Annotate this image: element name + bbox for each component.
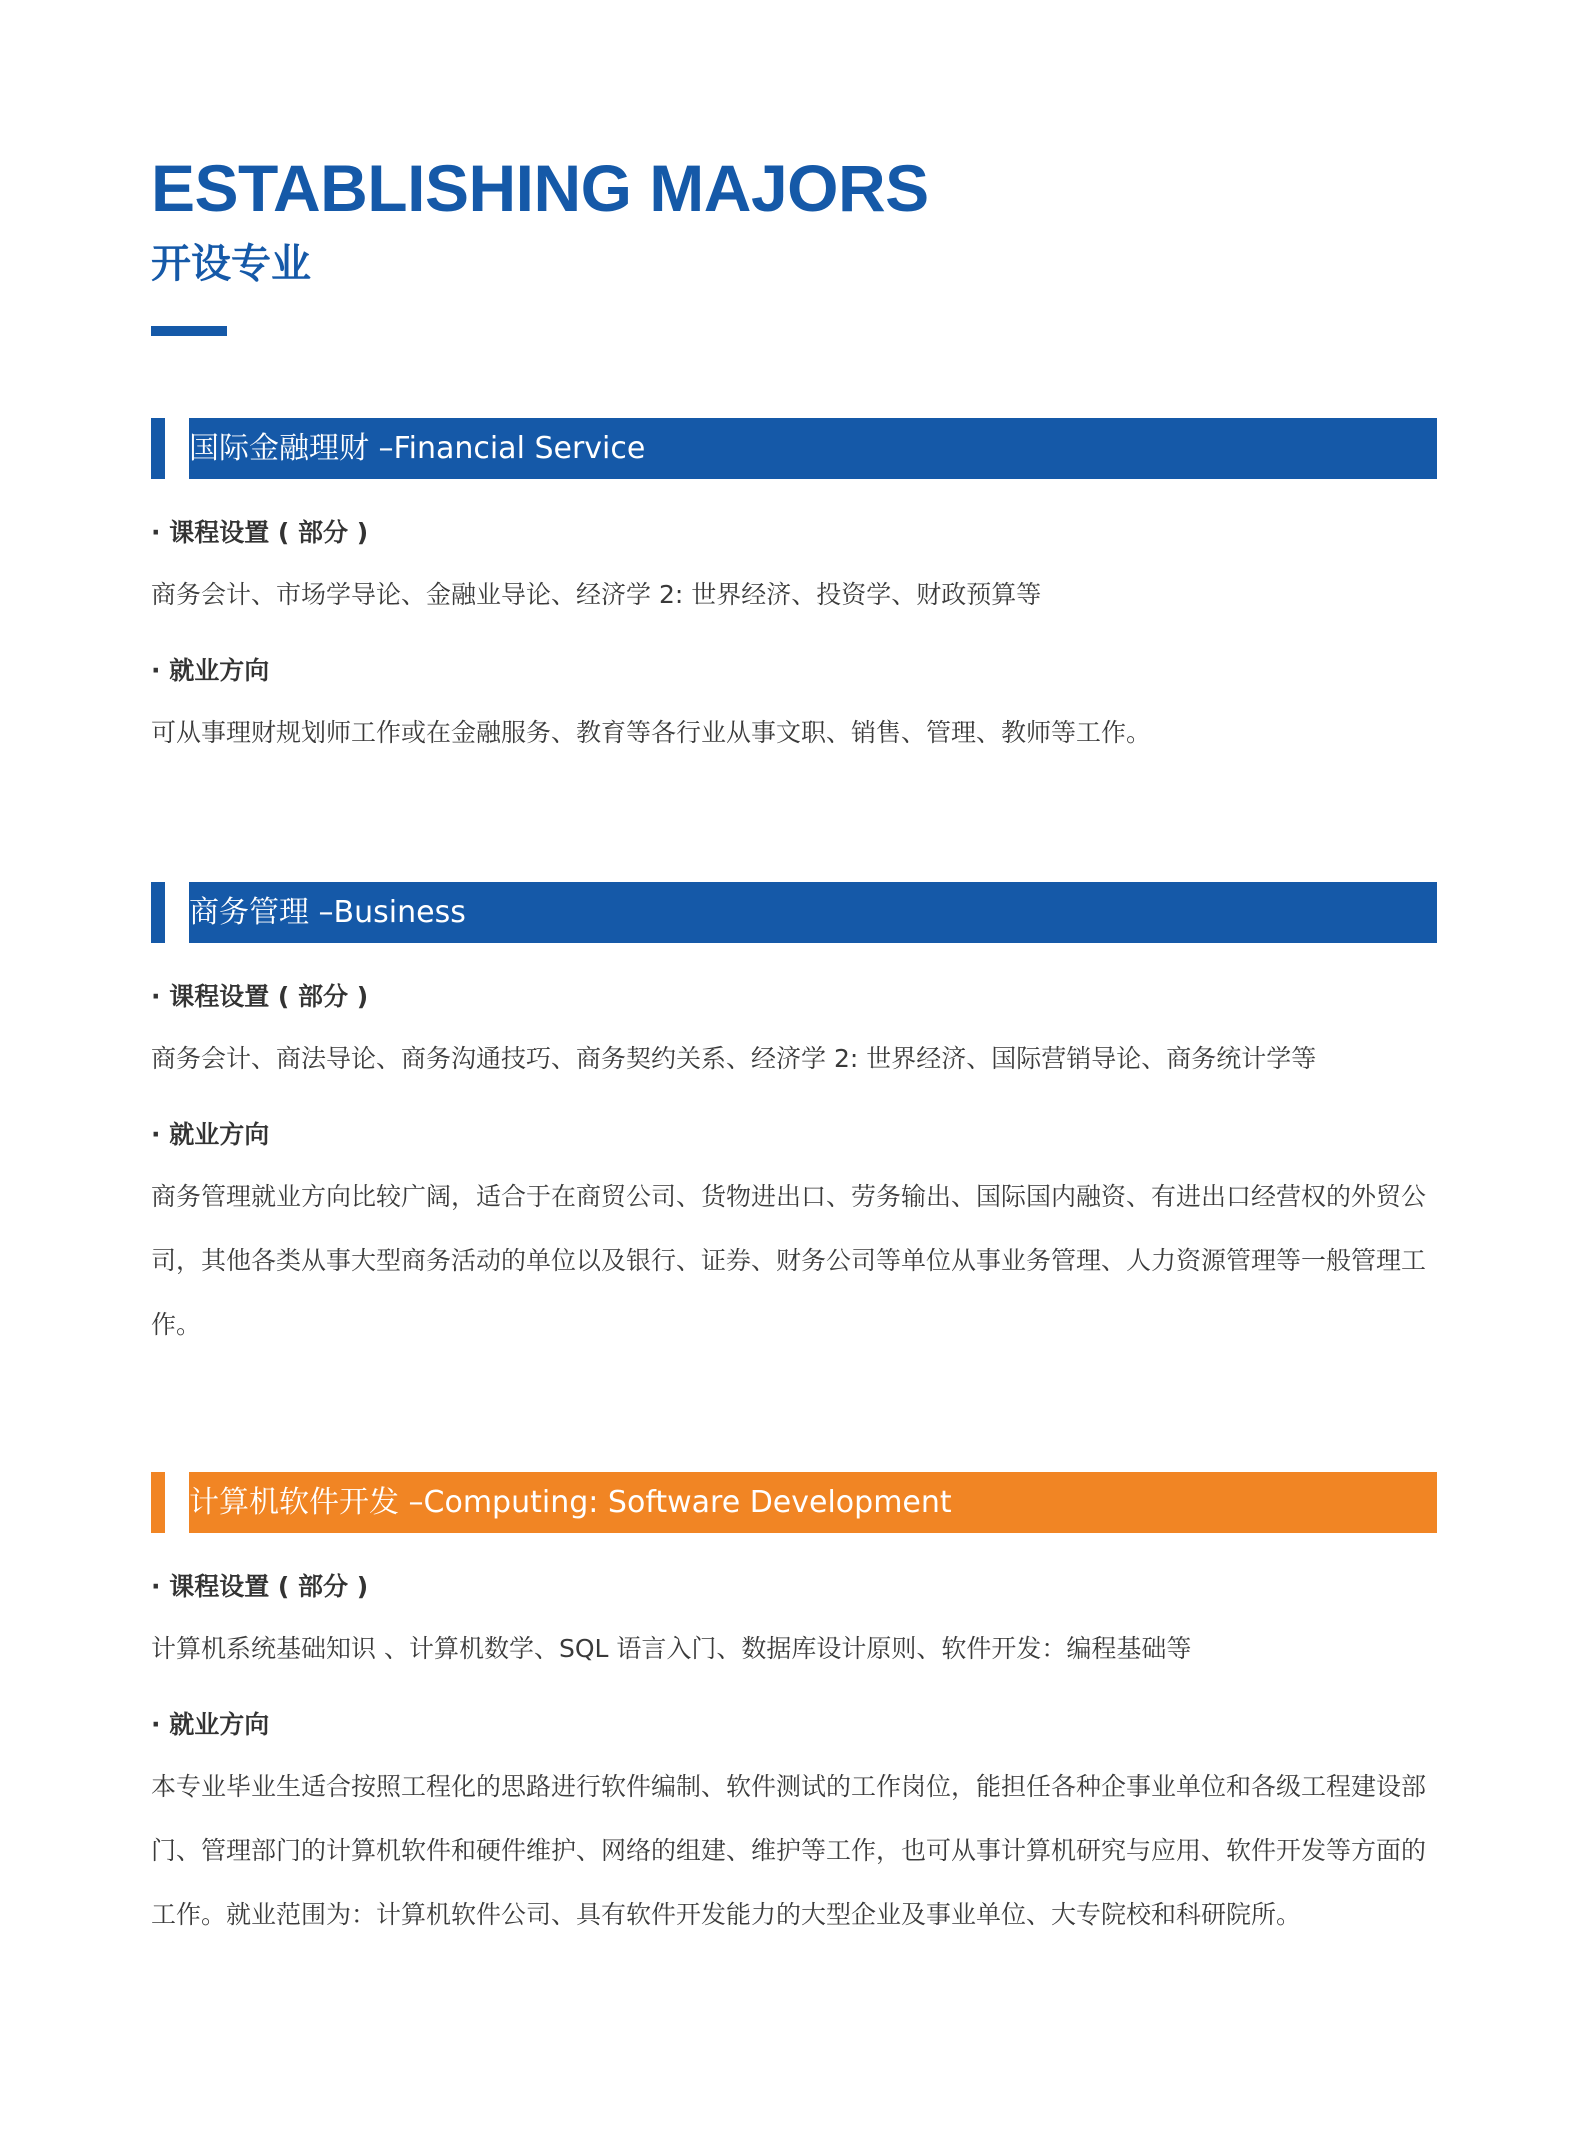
- career-heading: · 就业方向: [151, 1710, 270, 1739]
- title-underline: [151, 326, 227, 336]
- courses-text: 商务会计、商法导论、商务沟通技巧、商务契约关系、经济学 2: 世界经济、国际营销导论、商务统计学等: [151, 1044, 1317, 1073]
- courses-heading: · 课程设置 ( 部分 ): [151, 1572, 369, 1601]
- section-header-accent: [151, 418, 165, 479]
- page-title: ESTABLISHING MAJORS: [151, 151, 929, 225]
- section-title: 商务管理 –Business: [189, 895, 466, 930]
- career-text: 本专业毕业生适合按照工程化的思路进行软件编制、软件测试的工作岗位，能担任各种企事业单位和各级工程建设部门、管理部门的计算机软件和硬件维护、网络的组建、维护等工作，也可从事计算机研究与应用、软件开发等方面的工作。就业范围为：计算机软件公司、具有软件开发能力的大型企业及事业单位、大专院校和科研院所。: [151, 1772, 1427, 1929]
- section-header-bar: [151, 418, 1437, 479]
- section-header-accent: [151, 1472, 165, 1533]
- major-section-financial-service: [151, 418, 1437, 753]
- courses-heading: · 课程设置 ( 部分 ): [151, 518, 369, 547]
- career-text: 商务管理就业方向比较广阔，适合于在商贸公司、货物进出口、劳务输出、国际国内融资、有进出口经营权的外贸公司，其他各类从事大型商务活动的单位以及银行、证券、财务公司等单位从事业务管理、人力资源管理等一般管理工作。: [151, 1182, 1427, 1339]
- courses-heading: · 课程设置 ( 部分 ): [151, 982, 369, 1011]
- section-header-bar: [151, 882, 1437, 943]
- section-title: 国际金融理财 –Financial Service: [189, 431, 646, 466]
- section-title: 计算机软件开发 –Computing: Software Development: [189, 1485, 952, 1520]
- section-header-accent: [151, 882, 165, 943]
- major-section-software-development: [151, 1472, 1437, 1947]
- career-heading: · 就业方向: [151, 656, 270, 685]
- page-subtitle: 开设专业: [151, 241, 311, 287]
- courses-text: 商务会计、市场学导论、金融业导论、经济学 2: 世界经济、投资学、财政预算等: [151, 580, 1042, 609]
- major-section-business: [151, 882, 1437, 1357]
- career-heading: · 就业方向: [151, 1120, 270, 1149]
- courses-text: 计算机系统基础知识 、计算机数学、SQL 语言入门、数据库设计原则、软件开发：编程基础等: [151, 1634, 1192, 1663]
- section-header-bar: [151, 1472, 1437, 1533]
- career-text: 可从事理财规划师工作或在金融服务、教育等各行业从事文职、销售、管理、教师等工作。: [151, 718, 1152, 747]
